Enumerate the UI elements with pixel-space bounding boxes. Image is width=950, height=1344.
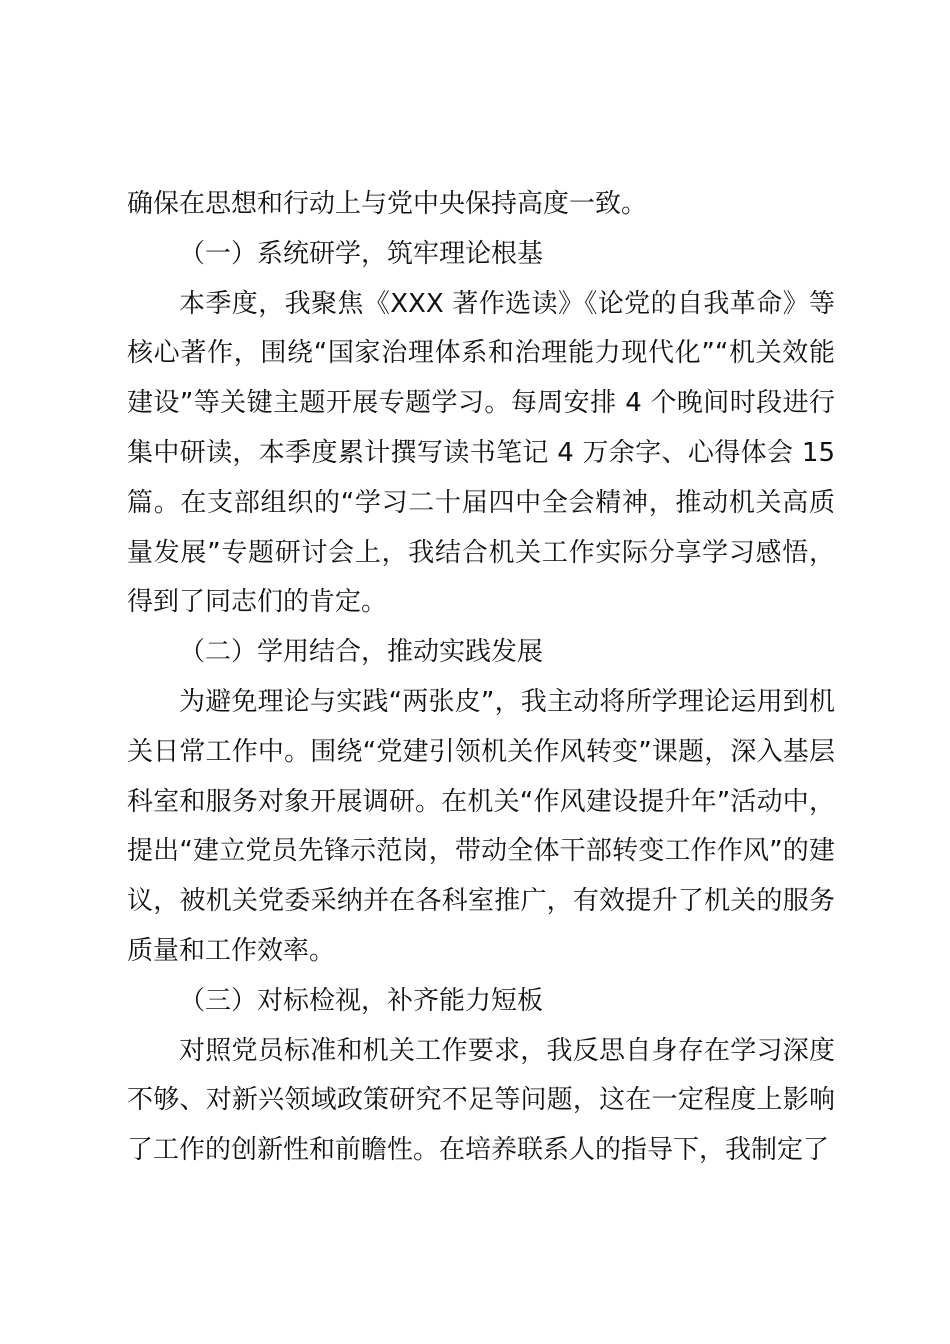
paragraph-practice: 为避免理论与实践“两张皮”，我主动将所学理论运用到机关日常工作中。围绕“党建引领机关作风转变”课题，深入基层科室和服务对象开展调研。在机关“作风建设提升年”活动中，提出“建立党员先锋示范岗，带动全体干部转变工作作风”的建议，被机关党委采纳并在各科室推广，有效提升了机关的服务质量和工作效率。 [127, 686, 835, 966]
document-body [127, 180, 835, 1176]
paragraph-continuation: 确保在思想和行动上与党中央保持高度一致。 [127, 189, 648, 219]
paragraph-review: 对照党员标准和机关工作要求，我反思自身存在学习深度不够、对新兴领域政策研究不足等问题，这在一定程度上影响了工作的创新性和前瞻性。在培养联系人的指导下，我制定了 [127, 1035, 835, 1166]
section-heading-1: （一）系统研学，筑牢理论根基 [179, 238, 544, 269]
paragraph-study: 本季度，我聚焦《XXX 著作选读》《论党的自我革命》等核心著作，围绕“国家治理体系和治理能力现代化”“机关效能建设”等关键主题开展专题学习。每周安排 4 个晚间时段进行集中研读，本季度累计撰写读书笔记 4 万余字、心得体会 15 篇。在支部组织的“学习二十届四中全会精神，推动机关高质量发展”专题研讨会上，我结合机关工作实际分享学习感悟，得到了同志们的肯定。 [127, 288, 835, 618]
section-heading-3: （三）对标检视，补齐能力短板 [179, 985, 544, 1016]
section-heading-2: （二）学用结合，推动实践发展 [179, 637, 544, 668]
